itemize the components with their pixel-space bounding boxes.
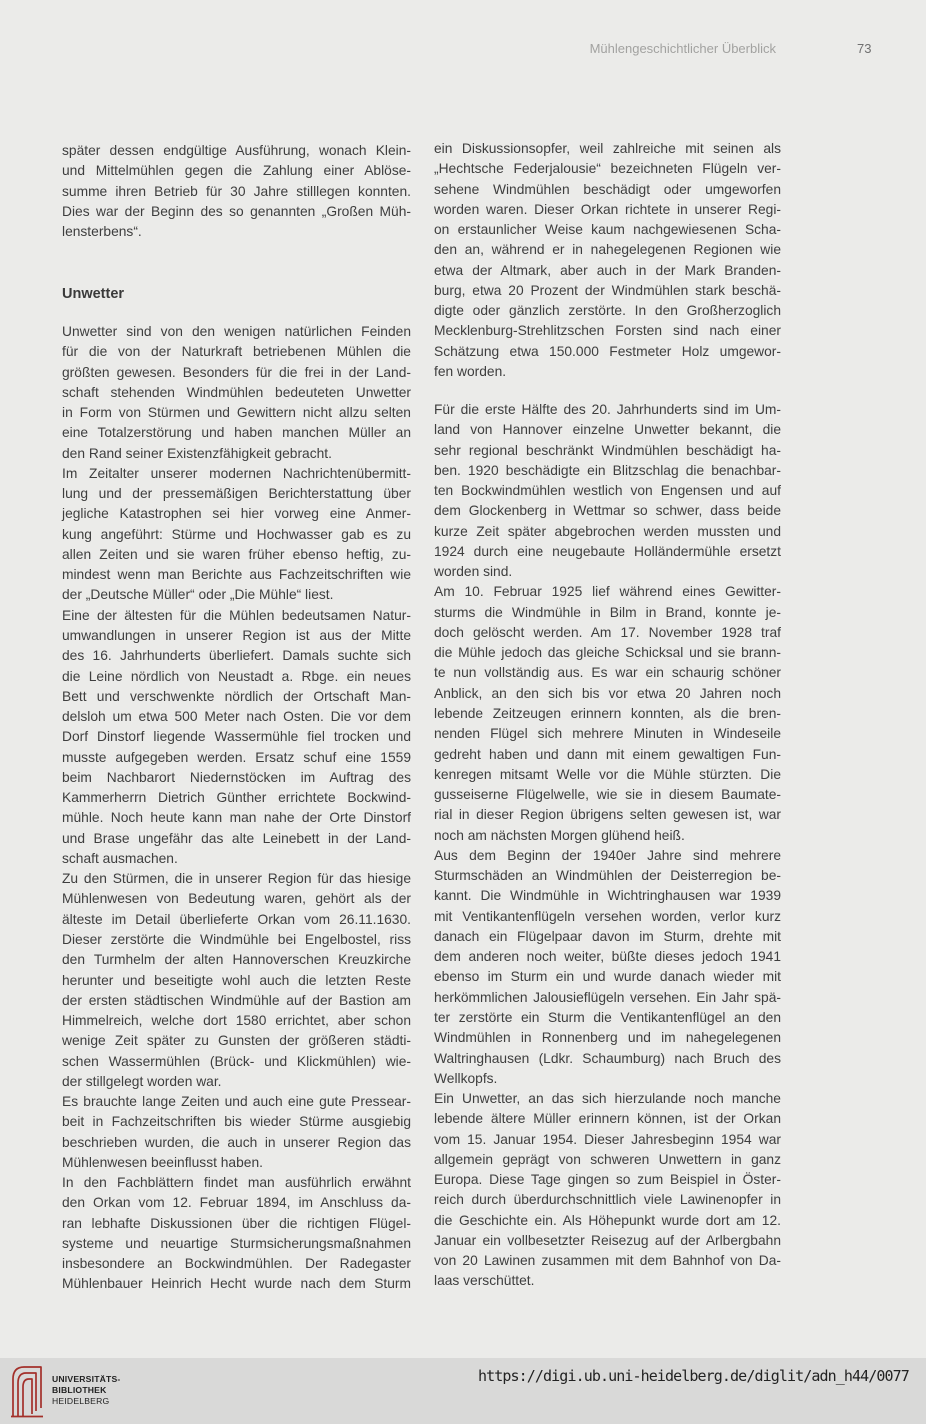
text-line: wenige Zeit später zu Gunsten der größeren städti- (62, 1033, 411, 1049)
text-line: allen Zeiten und sie waren früher ebenso heftig, zu- (62, 546, 411, 562)
text-line: burg, etwa 20 Prozent der Windmühlen stark beschä- (434, 282, 781, 298)
text-line: umwandlungen in unserer Region ist aus der Mitte (62, 627, 411, 643)
text-line: reich durch überdurchschnittlich viele Lawinenopfer in (434, 1192, 781, 1208)
text-line: Windmühlen in Ronnenberg und im nahegelegenen (434, 1030, 781, 1046)
text-line: ebenso im Sturm ein und wurde danach wieder mit (434, 969, 781, 985)
text-line: den Turmhelm der alten Hannoverschen Kreuzkirche (62, 952, 411, 968)
text-line: Aus dem Beginn der 1940er Jahre sind mehrere (434, 847, 781, 863)
text-line: gedreht haben und dann mit einem gewaltigen Fun- (434, 746, 781, 762)
text-line: Zu den Stürmen, die in unserer Region für das hiesige (62, 871, 411, 887)
paragraph (62, 606, 411, 869)
text-line: der stillgelegt worden war. (62, 1073, 222, 1089)
text-line: worden waren. Dieser Orkan richtete in unserer Regi- (434, 201, 781, 217)
text-line: die Mühle jedoch das gleiche Schicksal und sie brann- (434, 645, 781, 661)
section-heading: Unwetter (62, 286, 125, 302)
text-line: Dies war der Beginn des so genannten „Großen Müh- (62, 203, 411, 219)
text-line: Bett und verschwenkte nördlich der Ortschaft Man- (62, 688, 411, 704)
text-line: sturms die Windmühle in Bilm in Brand, konnte je- (434, 604, 781, 620)
text-line: lebende ältere Müller erinnern können, ist der Orkan (434, 1111, 781, 1127)
text-line: Januar ein vollbesetzter Reisezug auf der Arlbergbahn (434, 1232, 781, 1248)
paragraph (434, 139, 781, 382)
text-line: Waltringhausen (Ldkr. Schaumburg) nach Bruch des (434, 1050, 781, 1066)
text-line: der ersten städtischen Windmühle auf der Bastion am (62, 992, 411, 1008)
text-line: des 16. Jahrhunderts überliefert. Damals suchte sich (62, 648, 411, 664)
text-line: Unwetter sind von den wenigen natürlichen Feinden (62, 324, 411, 339)
text-line: systeme und neuartige Sturmsicherungsmaßnahmen (62, 1235, 411, 1251)
text-line: eine Totalzerstörung und haben manchen Müller an (62, 425, 411, 441)
text-line: ben. 1920 beschädigte ein Blitzschlag die benachbar- (434, 462, 781, 478)
text-line: lebende Zeitzeugen erinnern konnten, als die bren- (434, 705, 781, 721)
text-line: schen Wassermühlen (Brück- und Klickmühlen) wie- (62, 1053, 411, 1069)
text-line: vom 15. Januar 1954. Dieser Jahresbeginn 1954 war (434, 1131, 781, 1147)
text-line: ter zerstörte ein Sturm die Ventikantenflügel an den (434, 1009, 781, 1025)
text-line: nenden Flügel sich mehrere Minuten in Windeseile (434, 726, 781, 742)
text-line: kenregen mitsamt Welle vor die Mühle stürzten. Die (434, 766, 781, 782)
running-title: Mühlengeschichtlicher Überblick (589, 41, 776, 56)
text-line: etwa der Altmark, aber auch in der Mark Branden- (434, 262, 781, 278)
text-line: die Geschichte ein. Als Höhepunkt wurde dort am 12. (434, 1212, 781, 1228)
text-line: Himmelreich, welche dort 1580 errichtet, aber schon (62, 1013, 411, 1029)
text-line: mühle. Noch heute kann man nahe der Orte Dinstorf (62, 810, 411, 826)
paragraph (62, 322, 411, 464)
text-line: Wellkopfs. (434, 1070, 498, 1086)
library-wordmark-line: HEIDELBERG (52, 1396, 110, 1406)
text-line: mit Ventikantenflügeln versehen worden, verlor kurz (434, 908, 781, 924)
paragraph (434, 846, 781, 1089)
text-line: Anblick, an den sich bis vor etwa 20 Jahren noch (434, 685, 781, 701)
text-line: dem anderen noch weiter, büßte dieses jedoch 1941 (434, 949, 781, 965)
text-line: älteste im Detail überlieferte Orkan vom 26.11.1630. (62, 911, 411, 927)
text-line: lung und der pressemäßigen Berichterstattung über (62, 486, 411, 502)
text-line: Eine der ältesten für die Mühlen bedeutsamen Natur- (62, 607, 411, 623)
text-line: Kammerherrn Dietrich Günther errichtete Bockwind- (62, 790, 411, 806)
left-column-body (62, 322, 411, 1295)
text-line: später dessen endgültige Ausführung, wonach Klein- (62, 143, 411, 158)
text-line: lensterbens“. (62, 224, 142, 240)
text-line: musste aufgegeben werden. Ersatz schuf eine 1559 (62, 749, 411, 765)
text-line: doch gelöscht werden. Am 17. November 1928 traf (434, 624, 781, 640)
text-line: kung angeführt: Stürme und Hochwasser gab es zu (62, 526, 411, 542)
text-line: und Brase ungefähr das alte Leinebett in der Land- (62, 830, 411, 846)
text-line: laas verschüttet. (434, 1273, 535, 1289)
text-line: beim Nachbarort Niedernstöcken im Auftrag des (62, 769, 411, 785)
text-line: die Leine nördlich von Neustadt a. Rbge. ein neues (62, 668, 411, 684)
text-line: fen worden. (434, 363, 507, 379)
text-line: noch am nächsten Morgen glühend heiß. (434, 827, 685, 843)
text-line: den Rand seiner Existenzfähigkeit gebracht. (62, 445, 332, 461)
text-line: Für die erste Hälfte des 20. Jahrhunderts sind im Um- (434, 402, 781, 417)
paragraph (434, 1089, 781, 1292)
text-line: insbesondere an Bockwindmühlen. Der Radegaster (62, 1256, 411, 1272)
text-line: In den Fachblättern findet man ausführlich erwähnt (62, 1175, 411, 1191)
text-line: rial in dieser Region übrigens selten gewesen ist, war (434, 807, 781, 823)
paragraph (434, 400, 781, 582)
paragraph (62, 1092, 411, 1173)
text-line: summe ihren Betrieb für 30 Jahre stilllegen konnten. (62, 183, 411, 199)
text-line: Mühlenwesen von Bedeutung waren, gehört als der (62, 891, 411, 907)
text-line: Im Zeitalter unserer modernen Nachrichtenübermitt- (62, 465, 411, 481)
text-line: schaft stehenden Windmühlen bedeuteten Unwetter (62, 384, 411, 400)
text-line: der „Deutsche Müller“ oder „Die Mühle“ liest. (62, 587, 334, 603)
text-line: Mühlenbauer Heinrich Hecht wurde nach dem Sturm (62, 1276, 411, 1292)
paragraph (62, 141, 411, 242)
text-line: allgemein geprägt von schweren Unwettern in ganz (434, 1151, 781, 1167)
text-line: danach ein Flügelpaar davon im Sturm, drehte mit (434, 928, 781, 944)
text-line: Am 10. Februar 1925 lief während eines Gewitter- (434, 584, 781, 600)
text-line: den Orkan vom 12. Februar 1894, im Anschluss da- (62, 1195, 411, 1211)
text-line: ten Bockwindmühlen westlich von Engensen und auf (434, 483, 781, 499)
text-line: für die von der Naturkraft betriebenen Mühlen die (62, 344, 411, 360)
text-line: Dorf Dinstorf liegende Wassermühle fiel trocken und (62, 729, 411, 745)
library-footer (0, 1358, 926, 1424)
right-column-continuation (434, 139, 781, 382)
text-line: sehene Windmühlen beschädigt oder umgeworfen (434, 181, 781, 197)
text-line: worden sind. (434, 564, 513, 580)
paragraph (62, 464, 411, 606)
text-line: Es brauchte lange Zeiten und auch eine gute Pressear- (62, 1094, 411, 1110)
text-line: gusseiserne Flügelwelle, wie sie in diesem Baumate- (434, 787, 781, 803)
text-line: delsloh um etwa 500 Meter nach Osten. Die vor dem (62, 709, 411, 725)
library-wordmark-line: UNIVERSITÄTS- (52, 1374, 121, 1384)
left-column-intro (62, 141, 411, 242)
text-line: Mecklenburg-Strehlitzschen Forsten sind nach einer (434, 323, 781, 339)
text-line: schaft ausmachen. (62, 850, 178, 866)
text-line: herkömmlichen Jalousieflügeln versehen. Ein Jahr spä- (434, 989, 781, 1005)
text-line: Schätzung etwa 150.000 Festmeter Holz umgewor- (434, 343, 781, 359)
text-line: Dieser zerstörte die Windmühle bei Engelbostel, riss (62, 931, 411, 947)
library-wordmark (52, 1374, 121, 1407)
page-number: 73 (857, 41, 872, 56)
text-line: beit in Fachzeitschriften bis wieder Stürme ausgiebig (62, 1114, 411, 1130)
text-line: „Hechtsche Federjalousie“ bezeichneten Flügeln ver- (434, 161, 781, 177)
text-line: 1924 durch eine neugebaute Holländermühle ersetzt (434, 543, 781, 559)
text-line: und Mittelmühlen gegen die Zahlung einer Ablöse- (62, 163, 411, 179)
text-line: kannt. Die Windmühle in Wichtringhausen war 1939 (434, 888, 781, 904)
text-line: Europa. Diese Tage gingen so zum Beispiel in Öster- (434, 1172, 781, 1188)
paragraph (434, 582, 781, 845)
paragraph (62, 1173, 411, 1295)
text-line: on erstaunlicher Weise kaum nachgewiesenen Scha- (434, 222, 781, 238)
text-line: sehr regional beschränkt Windmühlen beschädigt ha- (434, 442, 781, 458)
text-line: land von Hannover einzelne Unwetter bekannt, die (434, 422, 781, 438)
text-line: mindest wenn man Berichte aus Fachzeitschriften wie (62, 567, 411, 583)
text-line: herunter und beseitigte wohl auch die letzten Reste (62, 972, 411, 988)
text-line: Ein Unwetter, an das sich hierzulande noch manche (434, 1091, 781, 1107)
text-line: jegliche Katastrophen sei hier vorweg eine Anmer- (62, 506, 411, 522)
text-line: te nun vollständig aus. Es war ein schaurig schöner (434, 665, 781, 681)
text-line: Sturmschäden an Windmühlen der Deisterregion be- (434, 868, 781, 884)
paragraph (62, 869, 411, 1092)
text-line: ran lebhafte Diskussionen über die richtigen Flügel- (62, 1215, 411, 1231)
right-column-body (434, 400, 781, 1292)
text-line: in Form von Stürmen und Gewittern nicht allzu selten (62, 405, 411, 421)
text-line: digte oder gänzlich zerstörte. In den Großherzoglich (434, 303, 781, 319)
text-line: ein Diskussionsopfer, weil zahlreiche mit seinen als (434, 141, 781, 156)
text-line: Mühlenwesen beeinflusst haben. (62, 1154, 263, 1170)
text-line: von 20 Lawinen zusammen mit dem Bahnhof von Da- (434, 1253, 781, 1269)
text-line: dem Glockenberg in Wettmar so schwer, dass beide (434, 503, 781, 519)
citation-url: https://digi.ub.uni-heidelberg.de/diglit/adn_h44/0077 (478, 1367, 909, 1385)
text-line: den an, während er in nahegelegenen Regionen wie (434, 242, 781, 258)
library-wordmark-line: BIBLIOTHEK (52, 1385, 107, 1395)
text-line: kurze Zeit später abgebrochen werden mussten und (434, 523, 781, 539)
text-line: größten gewesen. Besonders für die frei in der Land- (62, 364, 411, 380)
text-line: beschrieben wurden, die auch in unserer Region das (62, 1134, 411, 1150)
library-logo-icon (10, 1364, 44, 1418)
